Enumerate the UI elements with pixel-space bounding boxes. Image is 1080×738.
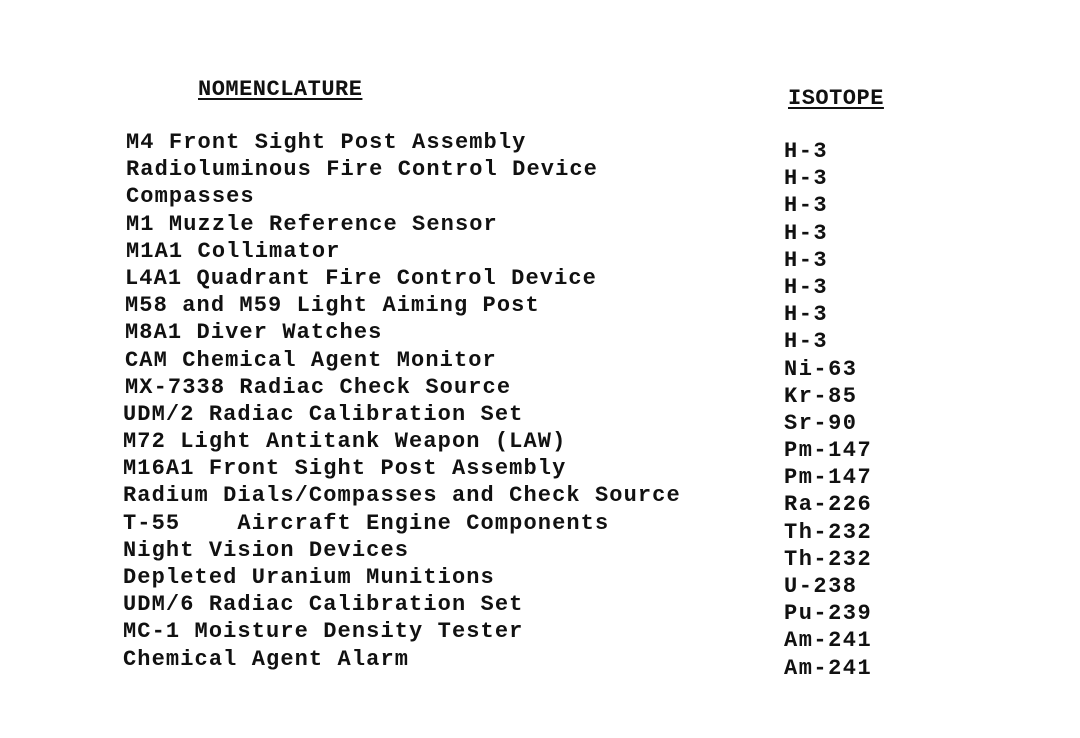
isotope-list (784, 138, 872, 682)
isotope-item: Pm-147 (784, 438, 873, 464)
isotope-item: Kr-85 (784, 383, 858, 409)
nomenclature-item: MX-7338 Radiac Check Source (125, 374, 512, 400)
nomenclature-item: Chemical Agent Alarm (123, 646, 410, 672)
nomenclature-item: M16A1 Front Sight Post Assembly (123, 456, 567, 482)
nomenclature-item: MC-1 Moisture Density Tester (123, 619, 524, 645)
isotope-item: H-3 (784, 139, 829, 164)
isotope-item: Th-232 (784, 519, 873, 545)
nomenclature-item: CAM Chemical Agent Monitor (125, 347, 497, 373)
isotope-item: H-3 (784, 329, 829, 355)
nomenclature-header: NOMENCLATURE (198, 77, 363, 102)
nomenclature-item: Night Vision Devices (123, 537, 410, 563)
nomenclature-item: M58 and M59 Light Aiming Post (125, 293, 540, 319)
nomenclature-item: Depleted Uranium Munitions (123, 565, 495, 590)
nomenclature-item: L4A1 Quadrant Fire Control Device (125, 265, 597, 291)
isotope-item: H-3 (784, 166, 829, 192)
isotope-item: H-3 (784, 302, 829, 328)
isotope-item: Sr-90 (784, 410, 858, 436)
nomenclature-item: M1A1 Collimator (126, 238, 341, 264)
nomenclature-item: UDM/2 Radiac Calibration Set (123, 401, 524, 427)
nomenclature-item: M1 Muzzle Reference Sensor (126, 211, 498, 237)
nomenclature-list (123, 129, 684, 673)
isotope-item: H-3 (784, 220, 829, 246)
isotope-item: H-3 (784, 247, 829, 273)
isotope-item: Ni-63 (784, 356, 858, 382)
nomenclature-item: T-55 Aircraft Engine Components (123, 510, 610, 536)
isotope-item: U-238 (784, 574, 858, 599)
isotope-item: H-3 (784, 193, 829, 219)
isotope-item: Am-241 (784, 655, 873, 681)
nomenclature-item: Compasses (126, 184, 255, 210)
nomenclature-item: Radioluminous Fire Control Device (126, 157, 598, 183)
isotope-item: Pm-147 (784, 465, 873, 491)
isotope-item: Am-241 (784, 628, 873, 654)
nomenclature-item: M72 Light Antitank Weapon (LAW) (123, 429, 567, 455)
nomenclature-item: M8A1 Diver Watches (125, 320, 383, 346)
isotope-item: Pu-239 (784, 601, 873, 627)
isotope-item: Th-232 (784, 546, 873, 572)
nomenclature-item: UDM/6 Radiac Calibration Set (123, 592, 524, 618)
isotope-item: Ra-226 (784, 492, 873, 518)
nomenclature-item: M4 Front Sight Post Assembly (126, 130, 527, 155)
isotope-item: H-3 (784, 274, 829, 300)
isotope-header: ISOTOPE (788, 86, 884, 111)
nomenclature-item: Radium Dials/Compasses and Check Source (123, 483, 681, 509)
